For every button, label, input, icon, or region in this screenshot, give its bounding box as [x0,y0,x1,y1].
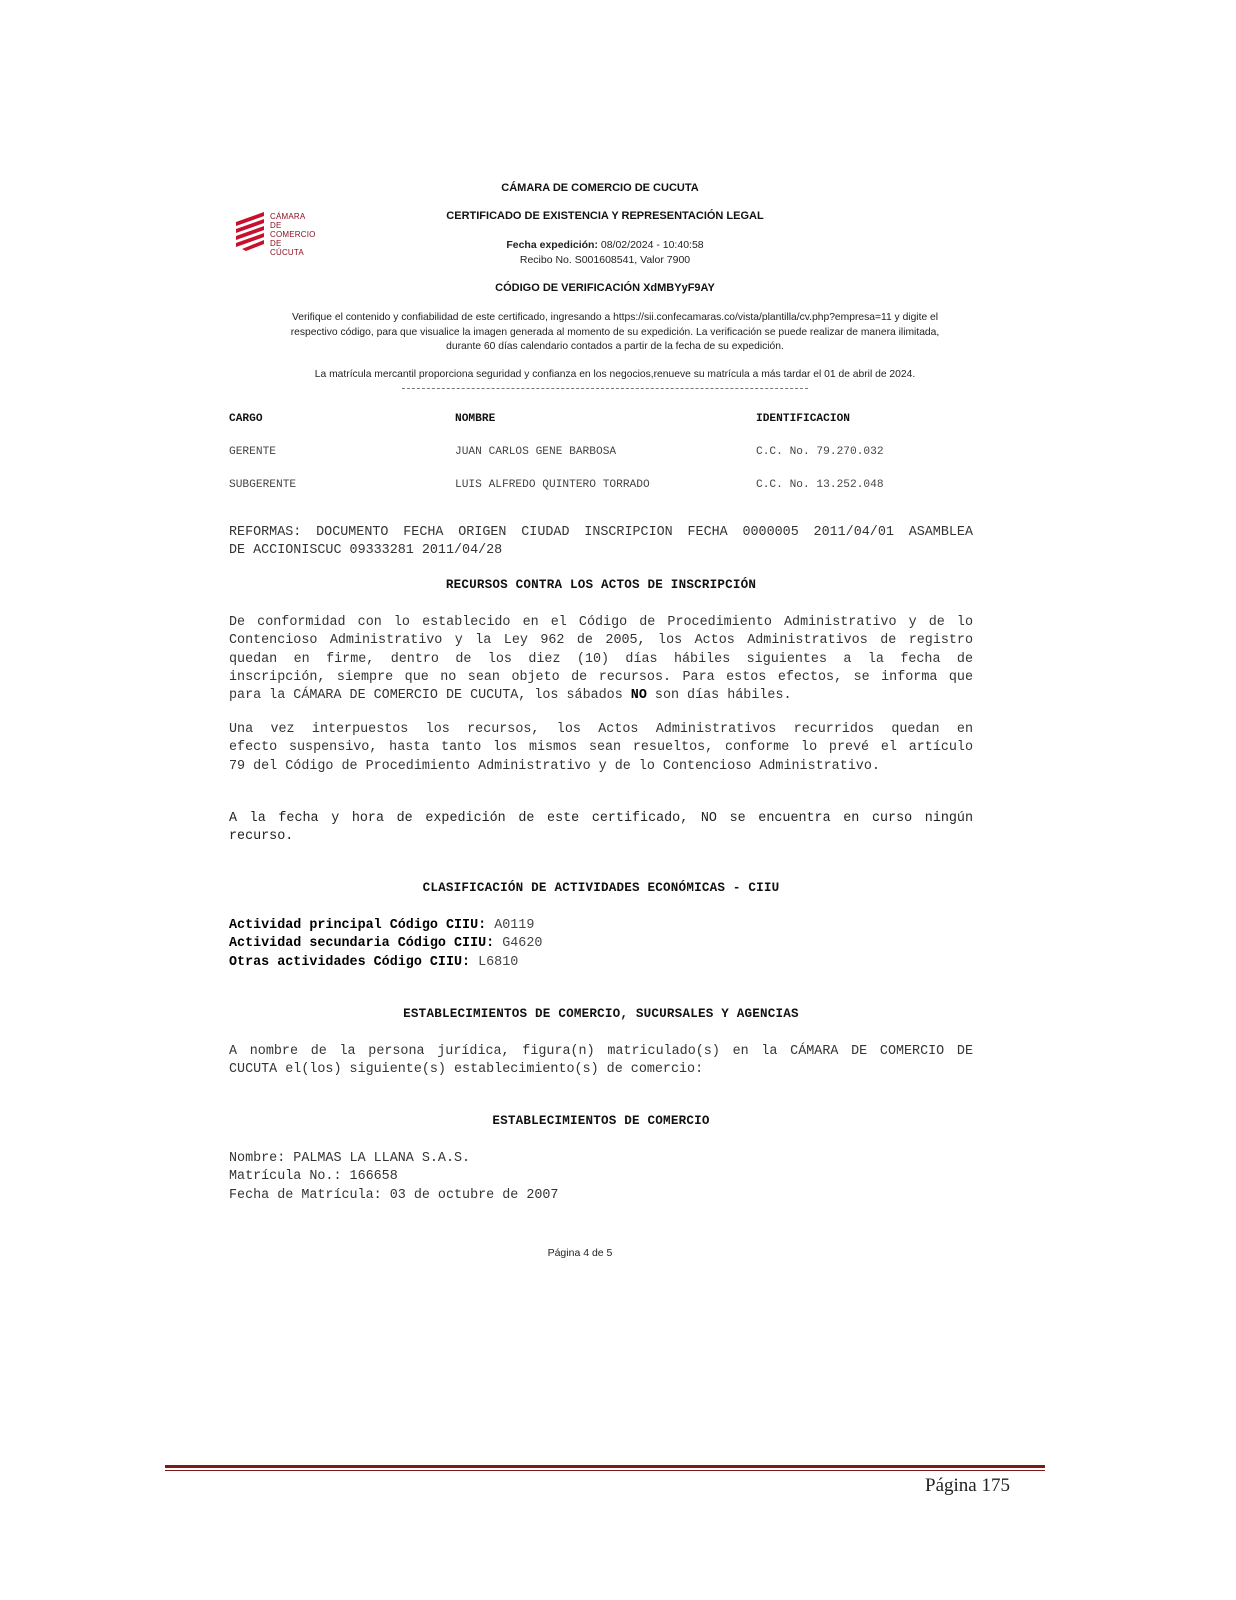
ciiu-code: L6810 [470,954,519,970]
ciiu-list [229,917,973,972]
ciiu-title: CLASIFICACIÓN DE ACTIVIDADES ECONÓMICAS - CIIU [422,881,780,895]
verification-code: XdMBYyF9AY [643,282,715,294]
p1-line: Contencioso Administrativo y la Ley 962 de 2005, los Actos Administrativos de registro [229,633,973,649]
outer-page-number: Página 175 [925,1475,1010,1496]
receipt-line: Recibo No. S001608541, Valor 7900 [519,254,691,266]
ciiu-code: G4620 [494,936,543,952]
ciiu-item [229,917,973,935]
officer-id: C.C. No. 13.252.048 [756,479,884,491]
chamber-logo-icon [234,210,270,252]
footer-rule-thin [165,1470,1045,1471]
issue-date-line [400,239,810,251]
establecimiento-nombre: Nombre: PALMAS LA LLANA S.A.S. [229,1151,471,1166]
issue-date-value: 08/02/2024 - 10:40:58 [600,239,704,251]
p1-last-text: para la CÁMARA DE COMERCIO DE CUCUTA, los sábados [229,688,631,704]
recursos-paragraph-2 [229,721,973,776]
chamber-logo [234,210,316,257]
chamber-name: CÁMARA DE COMERCIO DE CUCUTA [501,182,699,194]
logo-line-1: CÁMARA DE [270,212,305,230]
p1-last-bold: NO [630,688,647,704]
officer-nombre: LUIS ALFREDO QUINTERO TORRADO [455,479,650,491]
col-header-cargo: CARGO [229,413,263,425]
officer-id: C.C. No. 79.270.032 [756,446,884,458]
logo-line-3: DE CÚCUTA [270,239,304,257]
p1-last-line [229,687,973,705]
col-header-identificacion: IDENTIFICACION [756,413,850,425]
ciiu-item [229,954,973,972]
verify-line-3: durante 60 días calendario contados a partir de la fecha de su expedición. [446,341,784,352]
recursos-paragraph-1 [229,614,973,705]
p3-line: A la fecha y hora de expedición de este certificado, NO se encuentra en curso ningún [229,811,973,826]
reformas-line-1: REFORMAS: DOCUMENTO FECHA ORIGEN CIUDAD INSCRIPCION FECHA 0000005 2011/04/01 ASAMBLEA [229,525,973,540]
establecimientos-intro [229,1043,973,1080]
verification-instructions [225,311,1005,355]
p3-line: recurso. [229,829,294,845]
reformas-block [229,524,973,561]
inner-page-number: Página 4 de 5 [547,1247,613,1259]
ciiu-label: Actividad principal Código CIIU: [229,918,487,933]
p1-line: inscripción, siempre que no sean objeto de recursos. Para estos efectos, se informa que [229,669,973,685]
p2-line: Una vez interpuestos los recursos, los Actos Administrativos recurridos quedan en [229,722,973,737]
certificate-title: CERTIFICADO DE EXISTENCIA Y REPRESENTACIÓN LEGAL [446,210,764,222]
verify-line-2: respectivo código, para que visualice la imagen generada al momento de su expedición. La verificación se puede realizar de manera ilimitada, [290,326,940,338]
renewal-notice: La matrícula mercantil proporciona seguridad y confianza en los negocios,renueve su matrícula a más tardar el 01 de abril de 2024. [314,369,916,380]
p2-line: efecto suspensivo, hasta tanto los mismos sean resueltos, conforme lo prevé el artículo [229,740,973,756]
verification-code-line [400,282,810,294]
intro-line: CUCUTA el(los) siguiente(s) establecimiento(s) de comercio: [229,1062,704,1078]
verify-line-1: Verifique el contenido y confiabilidad de este certificado, ingresando a https://sii.confecamaras.co/vista/plantilla/cv.php?empresa=11 y digite el [291,312,939,323]
recursos-paragraph-3 [229,810,973,847]
recursos-title: RECURSOS CONTRA LOS ACTOS DE INSCRIPCIÓN [445,578,757,592]
ciiu-label: Actividad secundaria Código CIIU: [229,936,495,952]
col-header-nombre: NOMBRE [455,413,496,425]
reformas-line-2: DE ACCIONISCUC 09333281 2011/04/28 [229,543,503,559]
header-divider [402,388,808,389]
establecimientos-subtitle: ESTABLECIMIENTOS DE COMERCIO [492,1114,710,1128]
ciiu-item [229,935,973,953]
p2-line: 79 del Código de Procedimiento Administrativo y de lo Contencioso Administrativo. [229,758,880,774]
officer-cargo: SUBGERENTE [229,479,297,491]
establecimientos-title: ESTABLECIMIENTOS DE COMERCIO, SUCURSALES Y AGENCIAS [403,1007,799,1021]
establecimiento-matricula: Matrícula No.: 166658 [229,1169,398,1185]
ciiu-label: Otras actividades Código CIIU: [229,954,471,970]
p1-last-text-end: son días hábiles. [646,688,792,704]
establecimiento-details [229,1150,973,1205]
footer-rule-thick [165,1465,1045,1468]
officer-nombre: JUAN CARLOS GENE BARBOSA [455,446,617,458]
ciiu-code: A0119 [486,918,535,933]
p1-line: De conformidad con lo establecido en el Código de Procedimiento Administrativo y de lo [229,615,973,630]
issue-date-label: Fecha expedición: [506,239,598,251]
verification-label: CÓDIGO DE VERIFICACIÓN [495,282,641,294]
logo-line-2: COMERCIO [270,230,316,239]
p1-line: quedan en firme, dentro de los diez (10) días hábiles siguientes a la fecha de [229,651,973,667]
intro-line: A nombre de la persona jurídica, figura(n) matriculado(s) en la CÁMARA DE COMERCIO DE [229,1044,973,1059]
establecimiento-fecha: Fecha de Matrícula: 03 de octubre de 2007 [229,1187,559,1203]
officer-cargo: GERENTE [229,446,276,458]
